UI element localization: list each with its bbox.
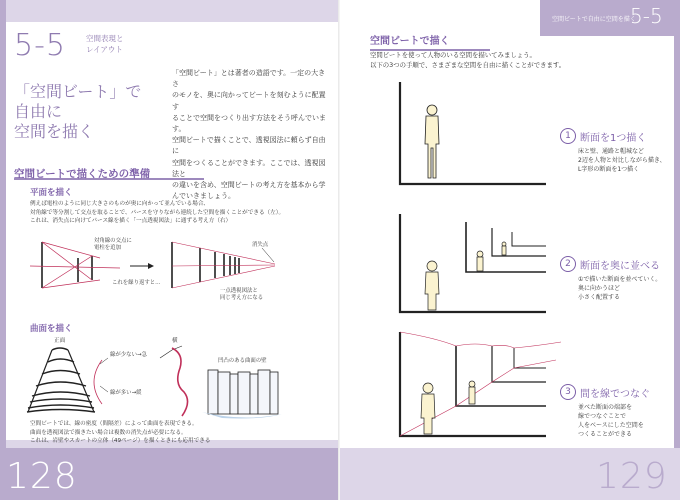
step-desc-line: 2辺を人物と対比しながら描き、 (578, 157, 666, 164)
diag-label: 対角線の交点に (94, 238, 132, 244)
curve-heading: 曲面を描く (30, 324, 73, 334)
right-intro-line: 空間ビートを使って人物のいる空間を描いてみましょう。 (370, 51, 536, 59)
intro-line: 空間をつくることができます。ここでは、透視図法と (172, 158, 326, 178)
step-desc-line: ①で描いた断面を並べていく。 (578, 276, 662, 283)
step-description (578, 403, 670, 439)
chapter-title (14, 82, 164, 142)
step-2 (560, 256, 670, 302)
step-desc-line: 小さく配置する (578, 294, 621, 301)
step-desc-line: L字形の断面を1つ描く (578, 166, 640, 173)
step-label: 間を線でつなぐ (580, 388, 650, 400)
right-intro (370, 50, 630, 70)
step-3 (560, 384, 670, 439)
chapter-subtitle-line1: 空間表現と (86, 34, 124, 43)
intro-paragraph (172, 68, 332, 202)
intro-line: ることで空間をつくり出す方法をそう呼んでいます。 (172, 113, 326, 134)
step-description (578, 275, 670, 302)
step-desc-line: 床と壁、通路と帽城など (578, 148, 645, 155)
flat-text-line: 対角線で等分割して交点を取ることで、パースを守りながら連続した空間を描くことができる（左）。 (30, 209, 285, 216)
flat-heading: 平面を描く (30, 188, 73, 198)
step-desc-line: 人をベースにした空間を (578, 422, 644, 429)
svg-text:正面: 正面 (54, 338, 66, 344)
running-chapter-number: 5-5 (630, 4, 663, 28)
svg-text:線が多い→緩: 線が多い→緩 (110, 390, 142, 396)
curved-surface-diagram (22, 332, 322, 422)
chapter-title-line2: 自由に (14, 102, 63, 121)
page-number-left: 128 (6, 456, 78, 497)
right-page (340, 0, 680, 500)
step-desc-line: 線でつなぐことで (578, 413, 627, 420)
section-heading (14, 162, 204, 180)
step-desc-line: 並べた断面の端部を (578, 404, 633, 411)
step-desc-line: 奥に向かうほど (578, 285, 621, 292)
svg-text:一点透視図法と: 一点透視図法と (220, 288, 258, 294)
step-description (578, 147, 670, 174)
flat-text (30, 200, 330, 226)
flat-plane-diagram (30, 236, 300, 304)
running-head: 空間ビートで自由に空間を描く (552, 16, 636, 23)
flat-text-line: これは、消失点に向けてパース線を描く「一点透視図法」に通ずる考え方（右） (30, 218, 232, 225)
svg-text:同じ考え方になる: 同じ考え方になる (220, 295, 264, 301)
intro-line: 空間ビートで描くことで、透視図法に頼らず自由に (172, 136, 326, 156)
chapter-title-line1: 「空間ビート」で (14, 82, 142, 101)
right-intro-line: 以下の3つの手順で、さまざまな空間を自由に描くことができます。 (370, 61, 566, 69)
curve-text-line: 曲面を透視図法で描きたい場合は複数の消失点が必要になる。 (30, 429, 187, 436)
step2-drawing (396, 208, 546, 318)
chapter-title-line3: 空間を描く (14, 122, 95, 141)
intro-line: 「空間ビート」とは著者の造語です。一定の大きさ (172, 69, 326, 89)
curve-text (30, 420, 330, 446)
left-top-band (0, 0, 340, 22)
step-desc-line: つくることができる (578, 431, 633, 438)
svg-text:横: 横 (172, 338, 178, 344)
chapter-subtitle-line2: レイアウト (86, 45, 123, 54)
step1-drawing (396, 78, 546, 190)
intro-line: の違いを含め、空間ビートの考え方を基本から学 (172, 181, 326, 190)
section-title: 空間ビートで描くための準備 (14, 168, 151, 180)
step-1 (560, 128, 670, 174)
curve-text-line: これは、岩壁やスカートの立体（49ページ）を描くときにも応用できる (30, 438, 211, 445)
step-number: 2 (560, 256, 576, 272)
step-label: 断面を奥に並べる (580, 260, 660, 272)
svg-text:線が少ない→急: 線が少ない→急 (110, 352, 147, 358)
page-number-right: 129 (596, 456, 668, 497)
chapter-number: 5-5 (14, 28, 66, 63)
chapter-subtitle (86, 33, 146, 55)
step-label: 断面を1つ描く (580, 132, 647, 144)
right-edge-band (674, 0, 680, 500)
flat-text-line: 例えば電柱のように同じ大きさのものが奥に向かって並んでいる場合、 (30, 201, 210, 207)
svg-text:これを繰り返すと…: これを繰り返すと… (112, 280, 161, 286)
intro-line: んでいきましょう。 (172, 192, 235, 201)
step3-drawing (396, 328, 566, 440)
svg-text:電柱を追加: 電柱を追加 (94, 245, 121, 251)
svg-text:凹凸のある曲面の壁: 凹凸のある曲面の壁 (218, 358, 267, 364)
person-figure (425, 105, 439, 178)
right-title: 空間ビートで描く (370, 32, 490, 51)
step-number: 1 (560, 128, 576, 144)
curve-text-line: 空間ビートでは、線の密度（間隔差）によって曲面を表現できる。 (30, 421, 198, 427)
svg-text:消失点: 消失点 (252, 242, 269, 248)
step-number: 3 (560, 384, 576, 400)
intro-line: のモノを、奥に向かってビートを刻むように配置す (172, 91, 326, 111)
